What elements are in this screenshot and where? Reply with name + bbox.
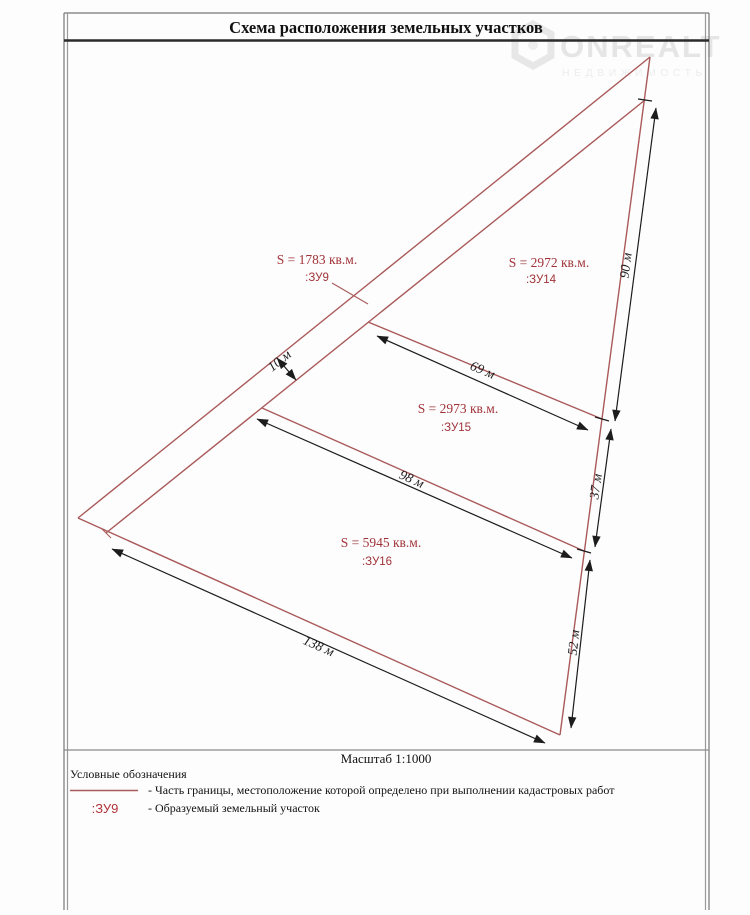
legend-parcel-code-sample: :ЗУ9 (91, 801, 119, 816)
zu16-area-label: S = 5945 кв.м. (340, 535, 422, 550)
zu14-code-label: :ЗУ14 (525, 274, 557, 286)
dim-label-138m: 138 м (301, 632, 337, 660)
dim-label-98m: 98 м (397, 466, 427, 491)
zu9-code-label: :ЗУ9 (305, 272, 329, 284)
zu15-area-label: S = 2973 кв.м. (417, 401, 499, 416)
watermark (515, 24, 722, 79)
zu14-area-label: S = 2972 кв.м. (508, 255, 590, 270)
boundary-bottom-edge (78, 518, 560, 735)
zu9-area-label: S = 1783 кв.м. (276, 252, 358, 267)
zu15-code-label: :ЗУ15 (440, 422, 472, 434)
dim-label-10m: 10 м (264, 346, 294, 375)
boundary-strip-inner-line (106, 100, 645, 533)
legend-heading: Условные обозначения (70, 767, 187, 781)
zu16-code-label: :ЗУ16 (361, 556, 393, 568)
parcel-boundaries (78, 57, 650, 735)
zu9-leader-line (332, 283, 368, 304)
page-title: Схема расположения земельных участков (229, 18, 543, 37)
legend-boundary-item-text: - Часть границы, местоположение которой определено при выполнении кадастровых работ (148, 783, 615, 797)
dim-label-90m: 90 м (616, 251, 635, 280)
boundary-left-edge (78, 57, 650, 518)
legend (70, 767, 615, 816)
scale-caption: Масштаб 1:1000 (340, 751, 432, 766)
dimension-labels (265, 252, 635, 660)
legend-parcel-item-text: - Образуемый земельный участок (148, 801, 320, 815)
dim-label-52m: 52 м (564, 629, 583, 656)
dim-label-37m: 37 м (586, 472, 605, 501)
watermark-brand: ONREALT (560, 29, 722, 64)
watermark-subtitle: НЕДВИЖИМОСТЬ (562, 67, 707, 79)
dim-label-69m: 69 м (468, 357, 498, 382)
